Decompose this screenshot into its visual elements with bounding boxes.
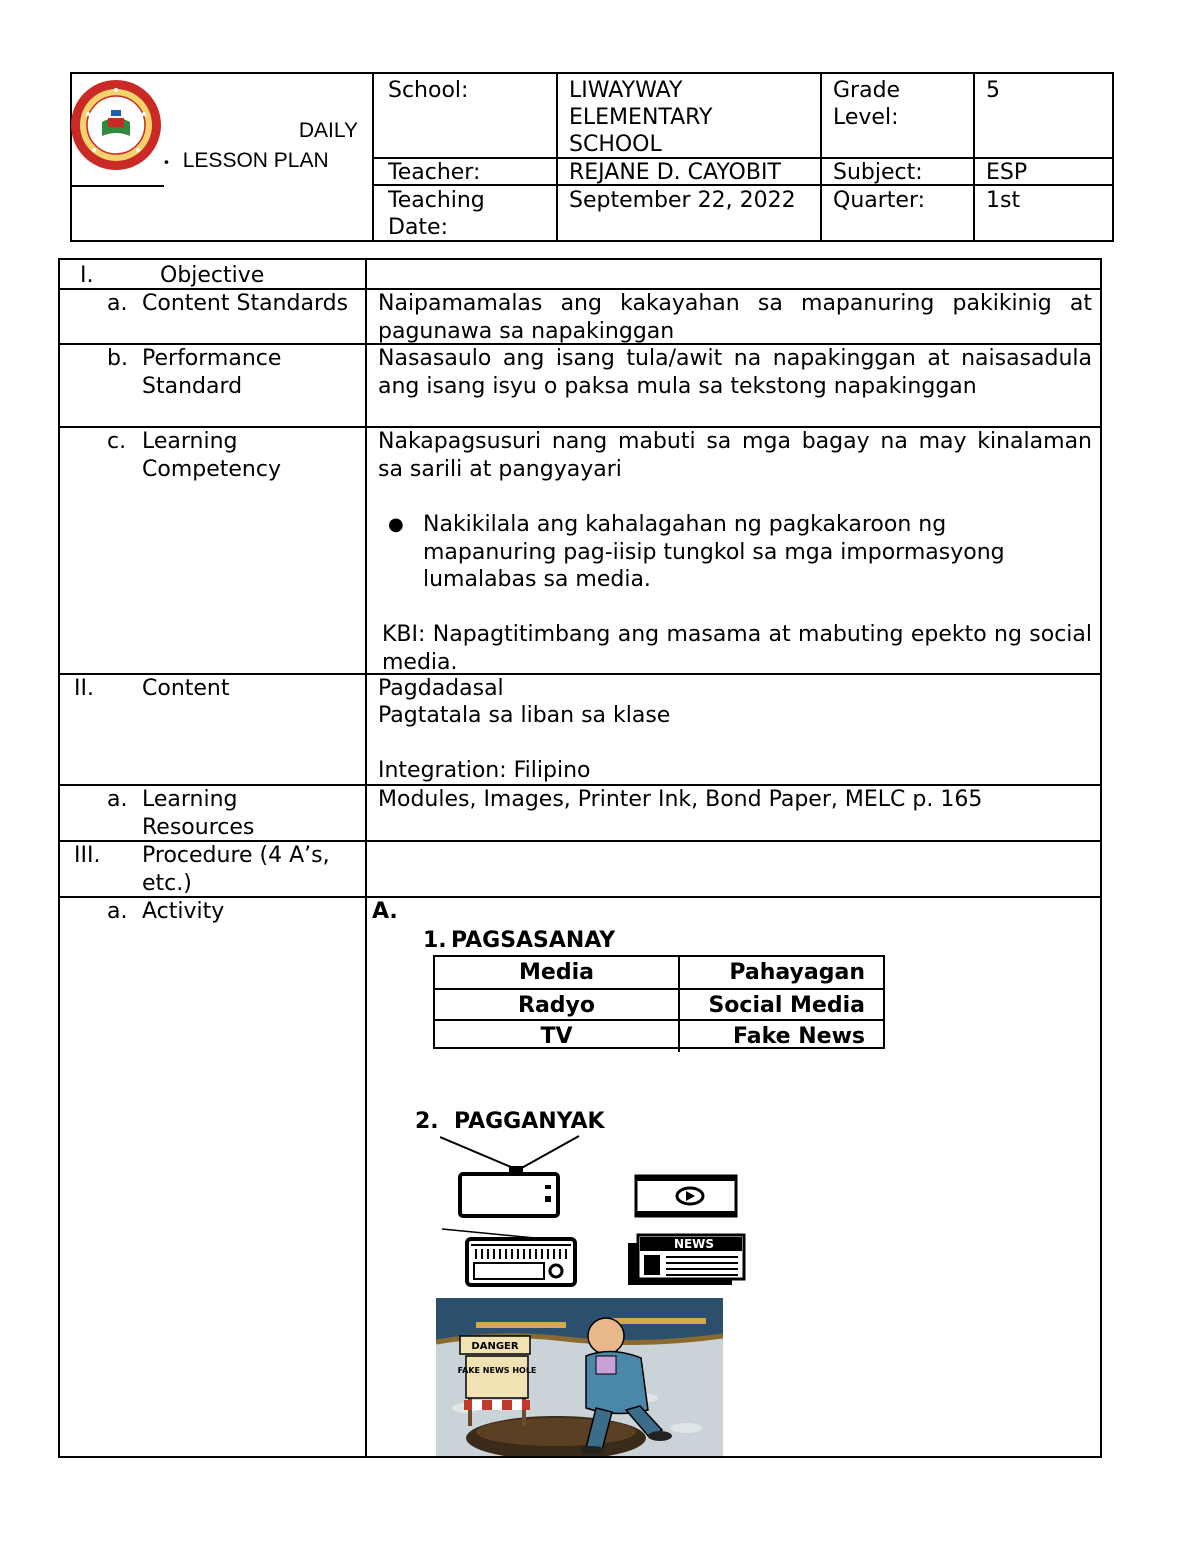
learning-competency-label: Learning Competency: [142, 429, 281, 482]
cartoon-sign-danger: DANGER: [471, 1341, 519, 1352]
date-label: Teaching Date:: [388, 188, 485, 240]
school-logo: [68, 74, 164, 176]
learning-resources-num: a.: [107, 787, 128, 812]
table-row: [435, 988, 883, 1021]
motivation-title: 2. PAGGANYAK: [415, 1109, 605, 1134]
content-standards-num: a.: [107, 291, 128, 316]
bullet-icon: ●: [388, 514, 404, 535]
learning-resources-text: Modules, Images, Printer Ink, Bond Paper, MELC p. 165: [378, 787, 983, 812]
fake-news-cartoon-image: [436, 1298, 723, 1456]
bullet-icon: •: [164, 153, 169, 170]
drill-cell-right: Social Media: [678, 990, 883, 1021]
procedure-num: III.: [74, 843, 101, 868]
learning-competency-num: c.: [107, 429, 127, 454]
performance-standard-num: b.: [107, 346, 128, 371]
activity-section: A.: [372, 899, 398, 924]
drill-cell-left: TV: [540, 1024, 573, 1049]
content-standards-label: Content Standards: [142, 291, 349, 316]
quarter-label: Quarter:: [833, 188, 926, 213]
plan-title: [180, 116, 358, 146]
header-table: [70, 72, 1114, 242]
content-label: Content: [142, 676, 230, 701]
table-row: [435, 957, 883, 988]
content-line1: Pagdadasal: [378, 676, 504, 701]
column-divider: [365, 260, 367, 1456]
drill-cell-left: Radyo: [518, 993, 595, 1018]
drill-cell-right: Pahayagan: [678, 957, 883, 988]
subject-label: Subject:: [833, 160, 923, 185]
school-value: LIWAYWAY ELEMENTARY SCHOOL: [569, 78, 713, 157]
activity-label: Activity: [142, 899, 225, 924]
lesson-plan-table: [58, 258, 1102, 1458]
content-line3: Integration: Filipino: [378, 758, 591, 783]
drill-cell-right: Fake News: [678, 1021, 883, 1052]
grade-label: Grade Level:: [833, 78, 901, 130]
learning-competency-text: Nakapagsusuri nang mabuti sa mga bagay na may kinalaman sa sarili at pangyayari: [378, 429, 1092, 482]
activity-num: a.: [107, 899, 128, 924]
quarter-value: 1st: [986, 188, 1021, 213]
teacher-label: Teacher:: [388, 160, 481, 185]
drill-table: [433, 955, 885, 1049]
objective-label: Objective: [160, 263, 265, 288]
procedure-label: Procedure (4 A’s, etc.): [142, 843, 330, 896]
date-value: September 22, 2022: [569, 188, 796, 213]
learning-competency-bullet: Nakikilala ang kahalagahan ng pagkakaroon ng mapanuring pag-iisip tungkol sa mga impormasyong lumalabas sa media.: [423, 512, 1005, 592]
plan-title-line1: DAILY: [298, 119, 358, 142]
plan-title-row2: [164, 146, 364, 176]
objective-num: I.: [80, 263, 94, 288]
subject-value: ESP: [986, 160, 1028, 185]
learning-resources-label: Learning Resources: [142, 787, 255, 840]
content-num: II.: [74, 676, 94, 701]
teacher-value: REJANE D. CAYOBIT: [569, 160, 781, 185]
content-standards-text: Naipamamalas ang kakayahan sa mapanuring pakikinig at pagunawa sa napakinggan: [378, 291, 1092, 344]
video-player-icon: [634, 1174, 738, 1218]
television-icon: [440, 1132, 580, 1218]
drill-title: PAGSASANAY: [451, 928, 616, 953]
grade-value: 5: [986, 78, 1000, 103]
cartoon-sign-fake-news: FAKE NEWS HOLE: [457, 1366, 537, 1375]
plan-title-line2: LESSON PLAN: [182, 149, 329, 172]
kbi-text: KBI: Napagtitimbang ang masama at mabuting epekto ng social media.: [382, 622, 1092, 675]
header-divider: [72, 185, 164, 187]
table-row: [435, 1019, 883, 1052]
content-line2: Pagtatala sa liban sa klase: [378, 703, 671, 728]
performance-standard-label: Performance Standard: [142, 346, 282, 399]
drill-num: 1.: [423, 928, 447, 953]
newspaper-icon: [626, 1233, 746, 1287]
school-label: School:: [388, 78, 469, 103]
radio-icon: [440, 1225, 580, 1287]
performance-standard-text: Nasasaulo ang isang tula/awit na napakinggan at naisasadula ang isang isyu o paksa mula sa tekstong napakinggan: [378, 346, 1092, 399]
news-label: NEWS: [673, 1237, 715, 1251]
drill-cell-left: Media: [519, 960, 594, 985]
